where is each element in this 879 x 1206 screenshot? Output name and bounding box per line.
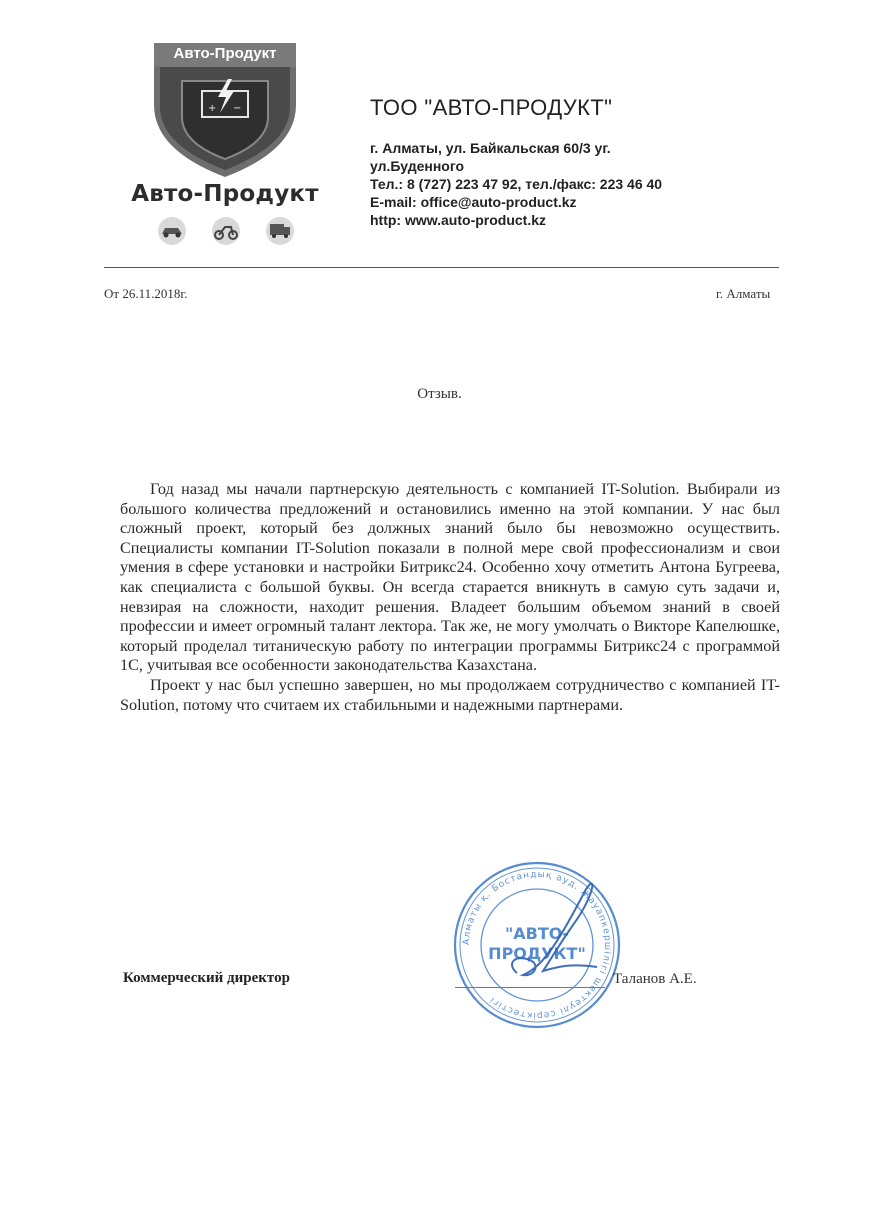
logo-icons bbox=[156, 215, 296, 247]
document-title: Отзыв. bbox=[417, 386, 462, 402]
body-paragraph-1: Год назад мы начали партнерскую деятельность с компанией IT-Solution. Выбирали из большого количества предложений и остановились именно на этой компании. У нас был сложный проект, который без должных знаний было бы невозможно осуществить. Специалисты компании IT-Solution показали в полной мере свой профессионализм и свои умения в сфере установки и настройки Битрикс24. Особенно хочу отметить Антона Бугреева, как специалиста с большой буквы. Он всегда старается вникнуть в самую суть задачи и, невзирая на сложности, находит решения. Владеет большим объемом знаний в своей профессии и имеет огромный талант лектора. Так же, не могу умолчать о Викторе Капелюшке, который проделал титаническую работу по интеграции программы Битрикс24 с программой 1С, учитывая все особенности законодательства Казахстана. bbox=[120, 480, 780, 675]
letter-body bbox=[120, 480, 780, 715]
logo-brand-text: Авто-Продукт bbox=[131, 181, 319, 207]
document-date: От 26.11.2018г. bbox=[104, 286, 188, 301]
svg-text:−: − bbox=[233, 103, 242, 114]
car-icon bbox=[158, 217, 186, 245]
signer-name: Таланов А.Е. bbox=[613, 971, 697, 987]
truck-icon bbox=[266, 217, 294, 245]
stamp-center-line-2: ПРОДУКТ" bbox=[488, 944, 586, 963]
company-stamp bbox=[447, 855, 627, 1035]
website-line: http: www.auto-product.kz bbox=[370, 212, 547, 228]
phone-line: Тел.: 8 (727) 223 47 92, тел./факс: 223 46 40 bbox=[370, 176, 663, 192]
stamp-ring-text: Алматы қ. Бостандық ауд. Жауапкершілігі шектеулі серіктестігі bbox=[461, 869, 613, 1021]
company-name: ТОО "АВТО-ПРОДУКТ" bbox=[370, 95, 613, 120]
stamp-center-line-1: "АВТО- bbox=[504, 924, 570, 943]
company-logo bbox=[130, 35, 320, 250]
document-city: г. Алматы bbox=[716, 286, 771, 301]
signature-line bbox=[455, 987, 605, 988]
svg-text:+: + bbox=[208, 103, 217, 114]
motorcycle-icon bbox=[212, 217, 240, 245]
signer-title: Коммерческий директор bbox=[123, 970, 290, 986]
header-divider bbox=[104, 267, 779, 268]
logo-banner-text: Авто-Продукт bbox=[173, 45, 277, 62]
address-line-1: г. Алматы, ул. Байкальская 60/3 уг. bbox=[370, 140, 611, 156]
email-line: E-mail: office@auto-product.kz bbox=[370, 194, 577, 210]
body-paragraph-2: Проект у нас был успешно завершен, но мы продолжаем сотрудничество с компанией IT-Solution, потому что считаем их стабильными и надежными партнерами. bbox=[120, 675, 780, 714]
address-line-2: ул.Буденного bbox=[370, 158, 465, 174]
